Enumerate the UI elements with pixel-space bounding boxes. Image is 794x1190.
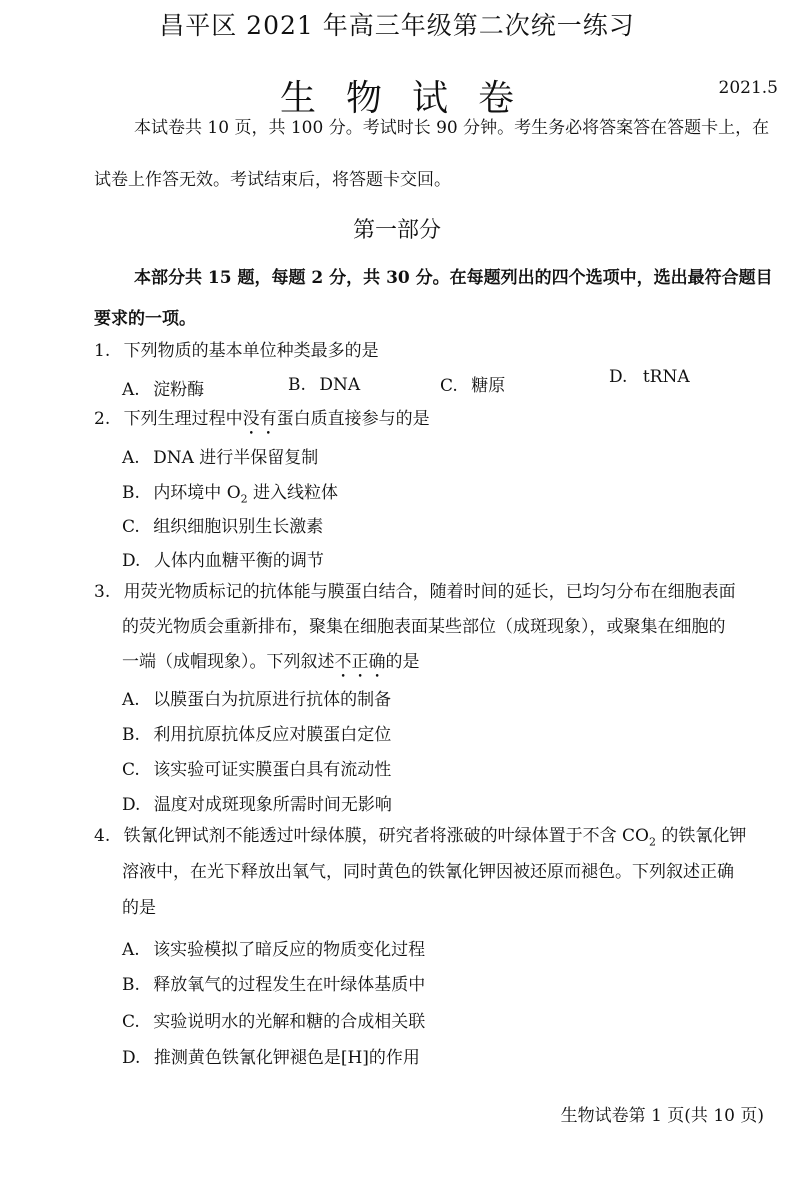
question-4-option-a xyxy=(122,935,425,960)
question-1-option-d xyxy=(609,367,690,387)
question-4-option-c xyxy=(122,1007,425,1032)
question-text-part: 蛋白质直接参与的是 xyxy=(276,409,430,429)
option-text: DNA xyxy=(319,375,361,395)
question-2-option-b xyxy=(122,478,339,506)
option-text-part: 内环境中 O xyxy=(153,483,241,503)
subject-title: 生物试卷 xyxy=(279,78,544,119)
question-2-stem xyxy=(94,409,430,439)
page-footer: 生物试卷第 1 页(共 10 页) xyxy=(560,1106,764,1126)
question-1-option-b xyxy=(288,375,360,395)
question-4-option-d xyxy=(122,1043,420,1068)
option-label: D. xyxy=(122,795,141,815)
option-text: tRNA xyxy=(642,367,690,387)
option-text-part: 进入线粒体 xyxy=(247,483,339,503)
option-text: 实验说明水的光解和糖的合成相关联 xyxy=(153,1012,426,1032)
question-4-stem-line-1 xyxy=(94,826,747,849)
option-label: B. xyxy=(122,483,140,503)
question-text xyxy=(124,409,430,429)
option-text: 该实验模拟了暗反应的物质变化过程 xyxy=(153,940,426,960)
question-3-option-c xyxy=(122,755,391,780)
question-4-stem-line-2: 溶液中，在光下释放出氧气，同时黄色的铁氰化钾因被还原而褪色。下列叙述正确 xyxy=(122,862,734,882)
question-3-stem-line-3 xyxy=(122,652,420,682)
question-text-part: 铁氰化钾试剂不能透过叶绿体膜，研究者将涨破的叶绿体置于不含 CO xyxy=(123,826,649,846)
question-text-part: 一端（成帽现象）。下列叙述 xyxy=(122,652,335,672)
question-text xyxy=(123,826,747,849)
option-label: D. xyxy=(122,551,141,571)
question-1-stem xyxy=(94,341,379,361)
question-4-stem-line-3: 的是 xyxy=(122,898,156,918)
subscript: 2 xyxy=(649,835,656,849)
question-3-stem-line-1 xyxy=(94,582,736,602)
emphasized-text: 没有 xyxy=(242,409,277,429)
option-label: C. xyxy=(122,1012,140,1032)
exam-date: 2021.5 xyxy=(718,78,778,98)
option-label: A. xyxy=(122,940,140,960)
option-label: C. xyxy=(122,760,140,780)
question-text-part: 的是 xyxy=(385,652,420,672)
question-4-option-b xyxy=(122,970,425,995)
option-text: 该实验可证实膜蛋白具有流动性 xyxy=(153,760,392,780)
question-3-stem-line-2: 的荧光物质会重新排布，聚集在细胞表面某些部位（成斑现象），或聚集在细胞的 xyxy=(122,617,726,637)
question-text-part: 的铁氰化钾 xyxy=(656,826,747,846)
part-title: 第一部分 xyxy=(352,218,441,243)
question-3-option-a xyxy=(122,685,391,710)
option-text: 利用抗原抗体反应对膜蛋白定位 xyxy=(153,725,392,745)
option-text: DNA 进行半保留复制 xyxy=(153,448,319,468)
question-number: 4. xyxy=(94,826,111,846)
option-text: 人体内血糖平衡的调节 xyxy=(153,551,324,571)
question-1-option-a xyxy=(122,375,204,400)
option-label: B. xyxy=(122,725,140,745)
option-text: 组织细胞识别生长激素 xyxy=(153,517,324,537)
option-label: D. xyxy=(122,1048,141,1068)
intro-line-2: 试卷上作答无效。考试结束后，将答题卡交回。 xyxy=(94,170,451,190)
subscript: 2 xyxy=(240,492,248,506)
option-text: 推测黄色铁氰化钾褪色是[H]的作用 xyxy=(153,1048,420,1068)
option-text: 糖原 xyxy=(471,376,506,396)
question-2-option-c xyxy=(122,512,323,537)
intro-line-1: 本试卷共 10 页，共 100 分。考试时长 90 分钟。考生务必将答案答在答题卡上，在 xyxy=(134,118,770,138)
question-text-part: 下列生理过程中 xyxy=(123,409,243,429)
option-label: A. xyxy=(122,448,140,468)
question-2-option-d xyxy=(122,546,324,571)
part-instruction-line-1: 本部分共 15 题，每题 2 分，共 30 分。在每题列出的四个选项中，选出最符合题目 xyxy=(134,268,773,288)
question-3-option-d xyxy=(122,790,392,815)
question-1-option-c xyxy=(440,371,505,396)
question-2-option-a xyxy=(122,443,318,468)
option-label: C. xyxy=(122,517,140,537)
question-3-option-b xyxy=(122,720,391,745)
option-label: B. xyxy=(288,375,306,395)
part-instruction-line-2: 要求的一项。 xyxy=(94,309,196,329)
question-number: 1. xyxy=(94,341,111,361)
option-text: 淀粉酶 xyxy=(153,380,205,400)
option-text: 以膜蛋白为抗原进行抗体的制备 xyxy=(153,690,392,710)
question-number: 2. xyxy=(94,409,111,429)
option-label: A. xyxy=(122,380,140,400)
option-text xyxy=(153,483,339,506)
option-label: A. xyxy=(122,690,140,710)
question-number: 3. xyxy=(94,582,111,602)
question-text: 下列物质的基本单位种类最多的是 xyxy=(123,341,379,361)
emphasized-text: 不正确 xyxy=(334,652,386,672)
option-label: B. xyxy=(122,975,140,995)
question-text: 用荧光物质标记的抗体能与膜蛋白结合，随着时间的延长，已均匀分布在细胞表面 xyxy=(123,582,736,602)
option-text: 温度对成斑现象所需时间无影响 xyxy=(153,795,392,815)
option-label: C. xyxy=(440,376,458,396)
option-label: D. xyxy=(609,367,628,387)
exam-header-title: 昌平区 2021 年高三年级第二次统一练习 xyxy=(159,11,635,40)
option-text: 释放氧气的过程发生在叶绿体基质中 xyxy=(153,975,426,995)
